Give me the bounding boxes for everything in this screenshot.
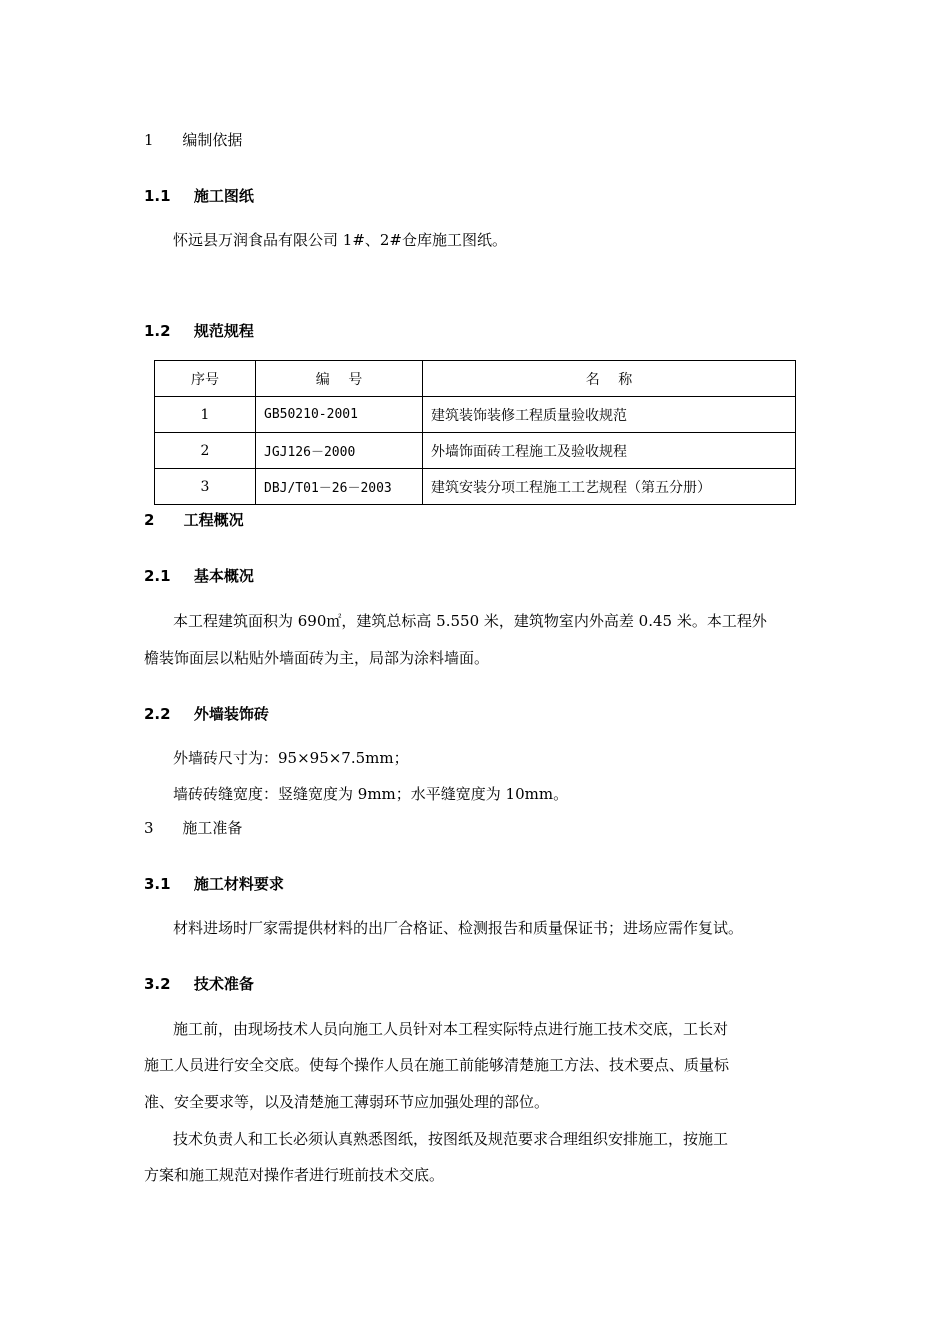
paragraph-line: 檐装饰面层以粘贴外墙面砖为主，局部为涂料墙面。 <box>144 649 490 667</box>
section-number: 2.1 <box>144 567 171 585</box>
section-1-2-heading <box>144 320 254 341</box>
paragraph-line: 外墙砖尺寸为：95×95×7.5mm； <box>173 749 409 767</box>
paragraph-line: 方案和施工规范对操作者进行班前技术交底。 <box>144 1166 445 1184</box>
column-header: 名 称 <box>423 361 796 397</box>
section-2-2-heading <box>144 703 269 724</box>
paragraph-line: 技术负责人和工长必须认真熟悉图纸，按图纸及规范要求合理组织安排施工，按施工 <box>173 1130 729 1148</box>
section-number: 1 <box>144 131 154 149</box>
section-2-1-heading <box>144 565 254 586</box>
paragraph-line: 本工程建筑面积为 690㎡，建筑总标高 5.550 米，建筑物室内外高差 0.45 米。本工程外 <box>173 612 767 630</box>
table-cell: 1 <box>155 397 256 433</box>
section-number: 3.1 <box>144 875 171 893</box>
table-cell: 2 <box>155 433 256 469</box>
table-cell: GB50210-2001 <box>256 397 423 433</box>
table-row <box>155 433 796 469</box>
table-row <box>155 397 796 433</box>
column-header: 序号 <box>155 361 256 397</box>
table-cell: 3 <box>155 469 256 505</box>
section-title: 编制依据 <box>182 131 243 149</box>
section-1-heading <box>144 129 242 150</box>
table-row <box>155 469 796 505</box>
section-1-1-heading <box>144 185 254 206</box>
section-2-heading <box>144 509 244 530</box>
table-cell: 建筑装饰装修工程质量验收规范 <box>423 397 796 433</box>
section-title: 外墙装饰砖 <box>193 705 269 723</box>
paragraph-line: 施工前，由现场技术人员向施工人员针对本工程实际特点进行施工技术交底，工长对 <box>173 1020 729 1038</box>
paragraph-line: 墙砖砖缝宽度：竖缝宽度为 9mm；水平缝宽度为 10mm。 <box>173 785 569 803</box>
section-3-heading <box>144 817 242 838</box>
table-cell: JGJ126－2000 <box>256 433 423 469</box>
table-cell: DBJ/T01－26－2003 <box>256 469 423 505</box>
section-number: 3.2 <box>144 975 171 993</box>
section-number: 2 <box>144 511 155 529</box>
section-3-2-heading <box>144 973 254 994</box>
section-number: 1.1 <box>144 187 171 205</box>
column-header: 编 号 <box>256 361 423 397</box>
section-number: 1.2 <box>144 322 171 340</box>
section-title: 基本概况 <box>193 567 254 585</box>
section-title: 施工材料要求 <box>193 875 284 893</box>
paragraph-line: 施工人员进行安全交底。使每个操作人员在施工前能够清楚施工方法、技术要点、质量标 <box>144 1056 730 1074</box>
table-header-row <box>155 361 796 397</box>
paragraph-line: 准、安全要求等，以及清楚施工薄弱环节应加强处理的部位。 <box>144 1093 550 1111</box>
paragraph: 怀远县万润食品有限公司 1#、2#仓库施工图纸。 <box>173 231 507 249</box>
section-title: 规范规程 <box>193 322 254 340</box>
table-cell: 外墙饰面砖工程施工及验收规程 <box>423 433 796 469</box>
standards-table <box>154 360 796 505</box>
section-title: 技术准备 <box>193 975 254 993</box>
table-cell: 建筑安装分项工程施工工艺规程（第五分册） <box>423 469 796 505</box>
paragraph-line: 材料进场时厂家需提供材料的出厂合格证、检测报告和质量保证书；进场应需作复试。 <box>173 919 744 937</box>
section-title: 施工图纸 <box>193 187 254 205</box>
section-3-1-heading <box>144 873 284 894</box>
section-number: 3 <box>144 819 154 837</box>
section-title: 工程概况 <box>183 511 244 529</box>
section-title: 施工准备 <box>182 819 243 837</box>
section-number: 2.2 <box>144 705 171 723</box>
